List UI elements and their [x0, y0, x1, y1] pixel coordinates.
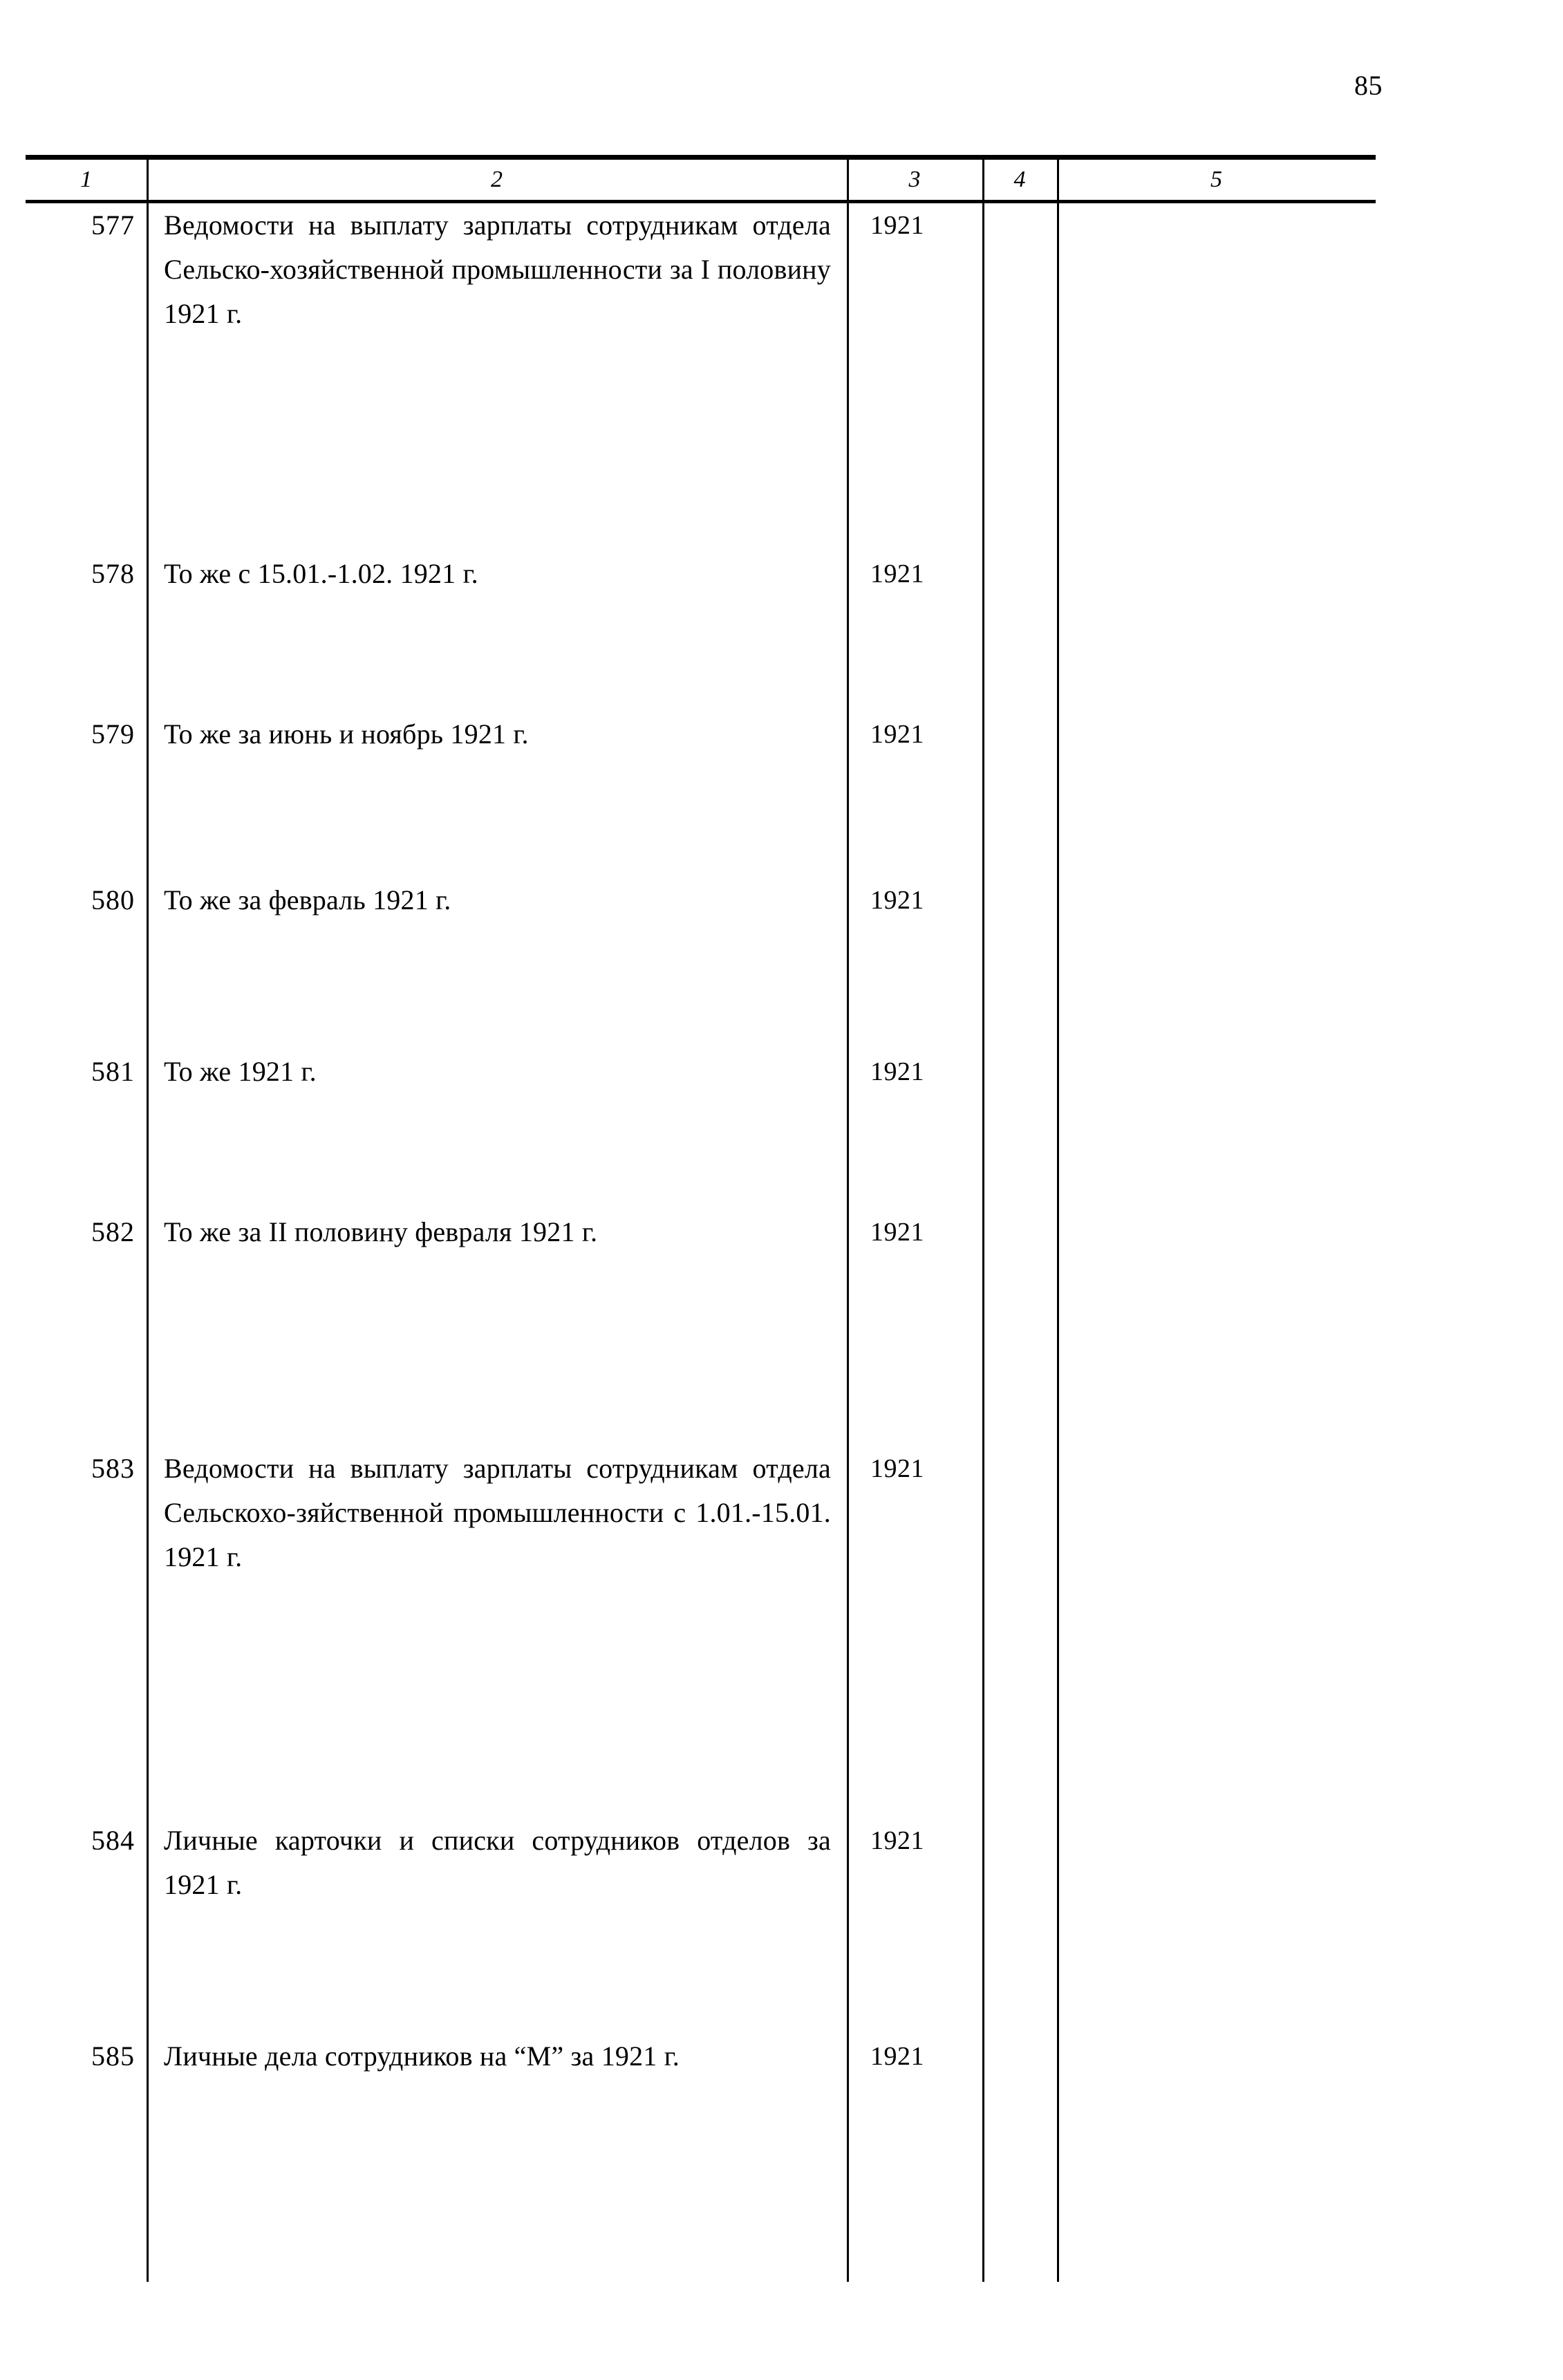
row-description: Личные карточки и списки сотрудников отделов за 1921 г.	[164, 1825, 831, 1900]
row-description: То же за июнь и ноябрь 1921 г.	[164, 718, 529, 750]
row-description: То же 1921 г.	[164, 1056, 317, 1087]
row-number: 581	[91, 1056, 135, 1087]
row-number: 585	[91, 2040, 135, 2072]
column-header-4: 4	[1013, 167, 1026, 192]
row-year: 1921	[870, 559, 924, 588]
row-description: То же с 15.01.-1.02. 1921 г.	[164, 558, 478, 589]
body-divider-1	[147, 203, 149, 2282]
row-year: 1921	[870, 1454, 924, 1483]
table-top-rule	[26, 155, 1376, 160]
row-description: Личные дела сотрудников на “М” за 1921 г.	[164, 2040, 680, 2072]
column-header-2: 2	[491, 167, 503, 192]
row-number: 578	[91, 558, 135, 589]
row-number: 580	[91, 884, 135, 915]
row-year: 1921	[870, 1057, 924, 1086]
table-body	[26, 203, 1376, 2282]
row-year: 1921	[870, 1218, 924, 1247]
column-header-1: 1	[80, 167, 92, 192]
row-year: 1921	[870, 886, 924, 915]
body-divider-2	[847, 203, 849, 2282]
inventory-table	[26, 155, 1376, 2282]
row-number: 584	[91, 1825, 135, 1856]
row-year: 1921	[870, 211, 924, 240]
page-number: 85	[1354, 70, 1383, 101]
row-year: 1921	[870, 1826, 924, 1855]
body-divider-3	[982, 203, 984, 2282]
row-year: 1921	[870, 2042, 924, 2071]
column-header-3: 3	[908, 167, 921, 192]
row-description: То же за февраль 1921 г.	[164, 884, 451, 915]
column-header-5: 5	[1210, 167, 1222, 192]
body-divider-4	[1057, 203, 1059, 2282]
table-header-row	[26, 160, 1376, 200]
row-number: 583	[91, 1453, 135, 1484]
row-description: Ведомости на выплату зарплаты сотрудникам отдела Сельскохо-зяйственной промышленности с 1.01.-15.01. 1921 г.	[164, 1453, 831, 1572]
row-number: 579	[91, 718, 135, 750]
row-number: 577	[91, 210, 135, 241]
row-description: То же за II половину февраля 1921 г.	[164, 1216, 598, 1247]
row-year: 1921	[870, 720, 924, 749]
row-description: Ведомости на выплату зарплаты сотрудникам отдела Сельско-хозяйственной промышленности за I половину 1921 г.	[164, 210, 831, 329]
row-number: 582	[91, 1216, 135, 1247]
